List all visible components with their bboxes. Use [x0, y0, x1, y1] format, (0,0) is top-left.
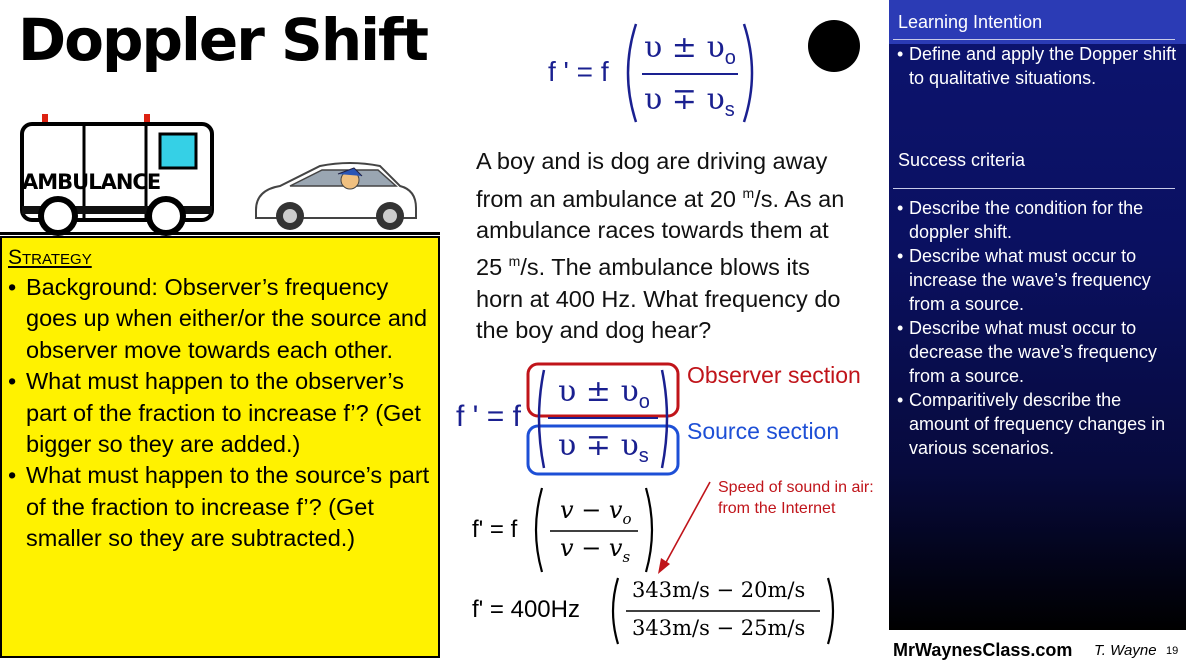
source-section-label: Source section [687, 418, 840, 444]
speed-note [718, 477, 874, 519]
black-dot [808, 20, 860, 72]
strategy-item: • What must happen to the source’s part of the fraction to increase f’? (Get smaller so they are subtracted.) [8, 460, 430, 554]
problem-text [476, 146, 886, 347]
footer-author: T. Wayne [1094, 642, 1157, 659]
formula-top-den: υ ∓ υ [644, 82, 725, 117]
formula-numeric [472, 574, 842, 648]
formula-sym-num-sub: o [622, 509, 632, 528]
car-image [250, 160, 422, 234]
formula-top-den-sub: s [724, 99, 735, 121]
formula-mid-den-sub: s [638, 445, 649, 467]
formula-num-num: 343m/s − 20m/s [632, 578, 806, 602]
problem-line-6: the boy and dog hear? [476, 317, 712, 344]
success-criteria-item: • Describe what must occur to decrease the wave’s frequency from a source. [897, 316, 1177, 388]
problem-line-4a: 25 [476, 254, 509, 281]
formula-sym-lhs: f' = f [472, 516, 518, 543]
formula-top-lhs: f ' = f [548, 56, 609, 87]
success-criteria-title: Success criteria [898, 150, 1026, 170]
formula-mid-num: υ ± υ [558, 374, 639, 409]
strategy-heading: Strategy [8, 246, 92, 269]
formula-mid-den: υ ∓ υ [558, 428, 639, 463]
formula-sym-den-sub: s [622, 547, 631, 566]
page-number: 19 [1166, 645, 1179, 657]
formula-sym-num: v − v [560, 496, 623, 524]
formula-top-num: υ ± υ [644, 30, 725, 65]
divider [893, 39, 1175, 40]
strategy-item: • What must happen to the observer’s part of the fraction to increase f’? (Get bigger so they are added.) [8, 366, 430, 460]
divider [893, 188, 1175, 189]
formula-sym-den: v − v [560, 534, 623, 562]
formula-num-den: 343m/s − 25m/s [632, 616, 806, 640]
problem-line-4b: /s. The ambulance blows its [520, 254, 810, 281]
problem-line-1: A boy and is dog are driving away [476, 148, 828, 174]
formula-top-num-sub: o [724, 47, 736, 69]
strategy-list [8, 272, 430, 555]
formula-symbolic [472, 484, 662, 576]
success-criteria-item: • Describe the condition for the doppler shift. [897, 196, 1177, 244]
formula-mid-lhs: f ' = f [456, 400, 521, 433]
strategy-item: • Background: Observer’s frequency goes up when either/or the source and observer move towards each other. [8, 272, 430, 366]
success-criteria-item: • Comparitively describe the amount of frequency changes in various scenarios. [897, 388, 1177, 460]
success-criteria-item: • Describe what must occur to increase the wave’s frequency from a source. [897, 244, 1177, 316]
problem-line-2b: /s. As an [754, 185, 845, 212]
speed-note-line-2: from the Internet [718, 500, 836, 517]
formula-top [548, 18, 760, 128]
formula-mid-num-sub: o [638, 391, 650, 413]
problem-line-5: horn at 400 Hz. What frequency do [476, 285, 841, 312]
slide-title: Doppler Shift [18, 6, 427, 74]
problem-line-2a: from an ambulance at 20 [476, 185, 743, 212]
problem-line-3: ambulance races towards them at [476, 216, 829, 243]
ambulance-label: AMBULANCE [22, 170, 161, 194]
success-criteria-list [897, 196, 1177, 460]
formula-num-lhs: f' = 400Hz [472, 596, 580, 623]
observer-section-label: Observer section [687, 362, 861, 388]
learning-intention-list [897, 42, 1177, 90]
problem-line-4-sup: m [508, 253, 521, 270]
formula-mid [456, 360, 686, 476]
problem-line-2-sup: m [742, 184, 755, 201]
strategy-box [0, 236, 440, 658]
speed-note-line-1: Speed of sound in air: [718, 479, 874, 496]
learning-intention-title: Learning Intention [898, 12, 1043, 32]
footer-site: MrWaynesClass.com [893, 640, 1073, 660]
learning-intention-item: • Define and apply the Dopper shift to qualitative situations. [897, 42, 1177, 90]
